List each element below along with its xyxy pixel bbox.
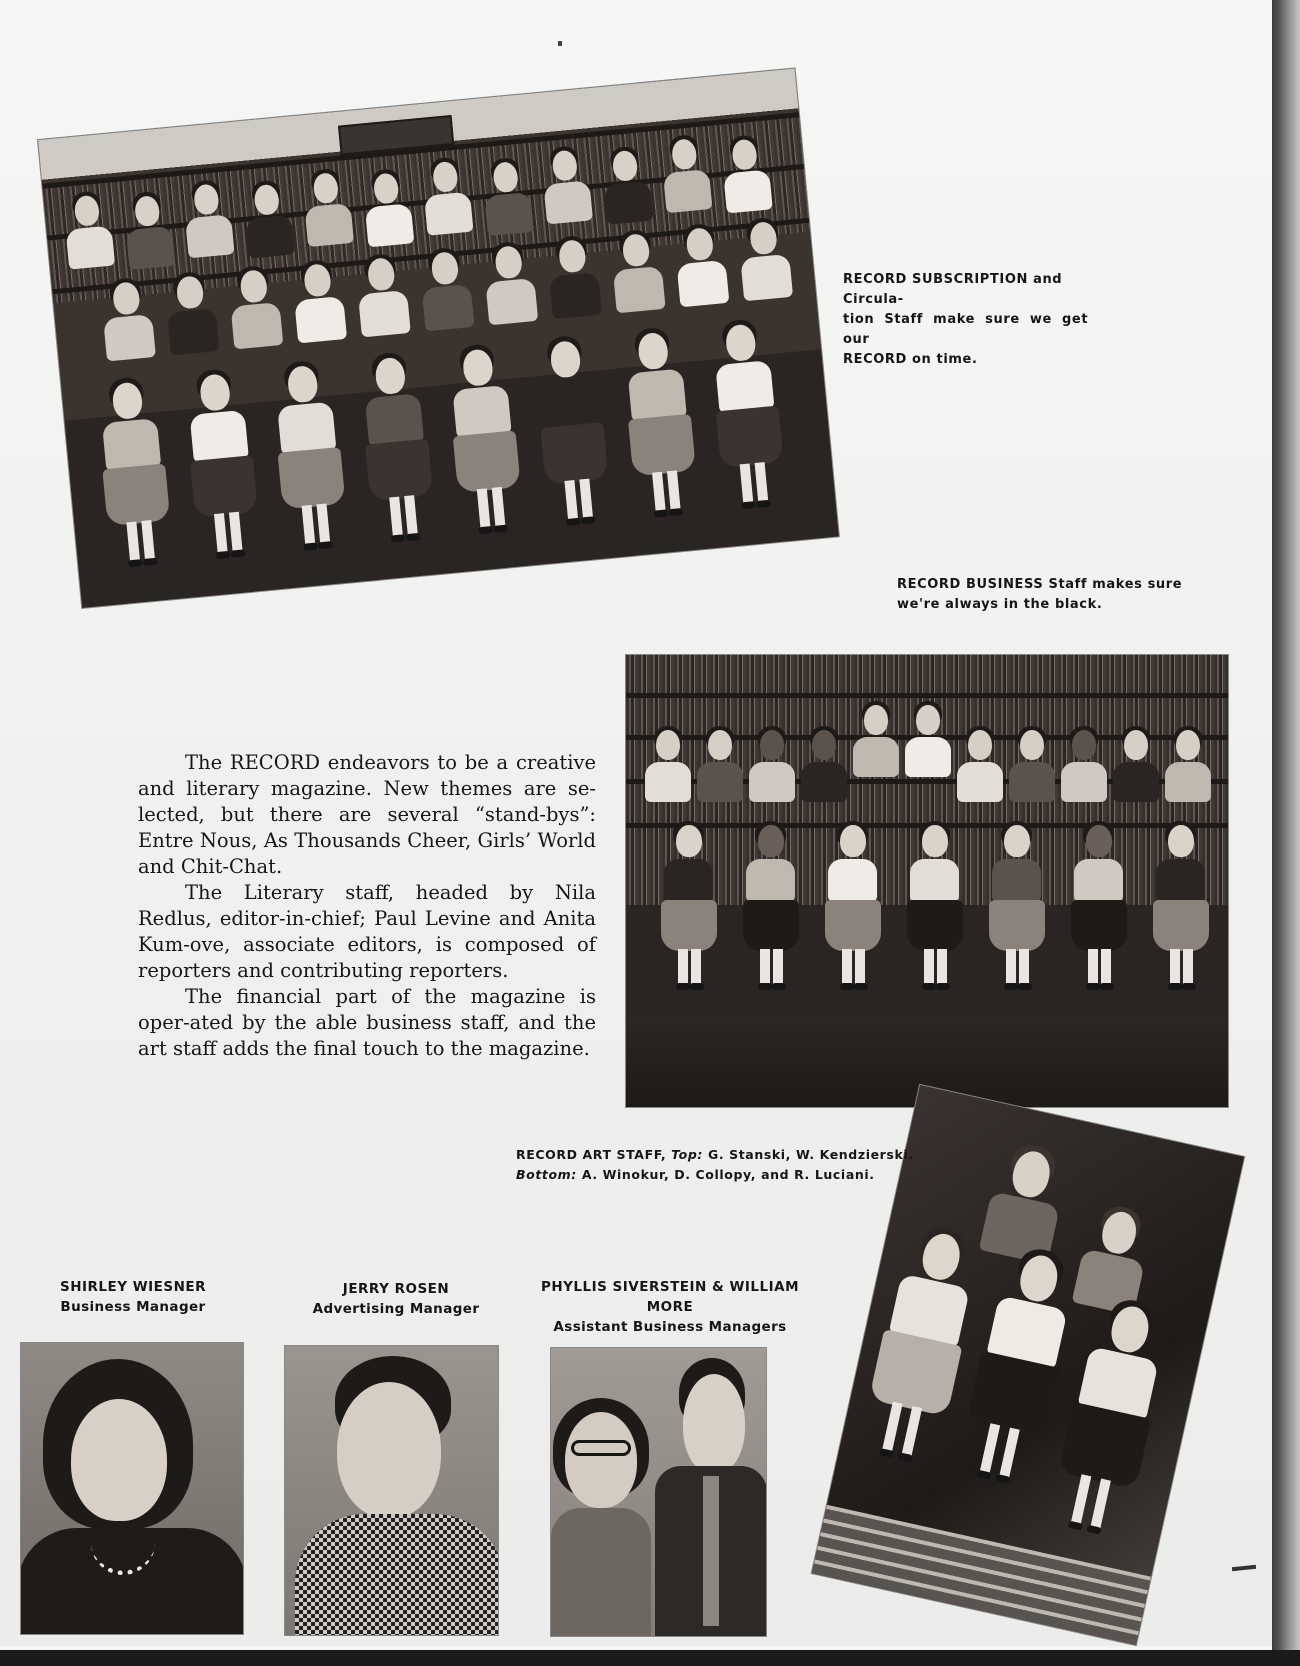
paragraph: The RECORD endeavors to be a creative and literary magazine. New themes are se-lected, but there are several “stand-bys”: Entre Nous, As Thousands Cheer, Girls’ World and Chit-Chat. [138,751,596,878]
print-speck [558,41,562,46]
business-staff-photo [626,655,1228,1107]
subscription-staff-caption: RECORD SUBSCRIPTION and Circula- tion Staff make sure we get our RECORD on time. [843,272,1089,367]
subscription-staff-photo [38,68,839,607]
art-staff-caption: RECORD ART STAFF, Top: G. Stanski, W. Kendzierski. Bottom: A. Winokur, D. Collopy, and R. Luciani. [516,1147,914,1182]
paragraph: The Literary staff, headed by Nila Redlus, editor-in-chief; Paul Levine and Anita Kum-ove, associate editors, is composed of reporters and contributing reporters. [138,881,596,982]
page-bottom-edge [0,1650,1300,1666]
book-spine [1272,0,1300,1666]
article-body [138,750,596,1062]
business-staff-caption: RECORD BUSINESS Staff makes sure we're always in the black. [897,577,1183,612]
portrait-jerry-rosen [285,1346,498,1635]
portrait-label-jerry-rosen: JERRY ROSEN Advertising Manager [312,1281,480,1317]
portrait-shirley-wiesner [21,1343,243,1634]
paragraph: The financial part of the magazine is oper-ated by the able business staff, and the art staff adds the final touch to the magazine. [138,985,596,1060]
portrait-label-phyllis-william: PHYLLIS SIVERSTEIN & WILLIAM MORE Assistant Business Managers [540,1279,800,1335]
portrait-phyllis-siverstein-william-more [551,1348,766,1636]
portrait-label-shirley-wiesner: SHIRLEY WIESNER Business Manager [59,1279,206,1315]
